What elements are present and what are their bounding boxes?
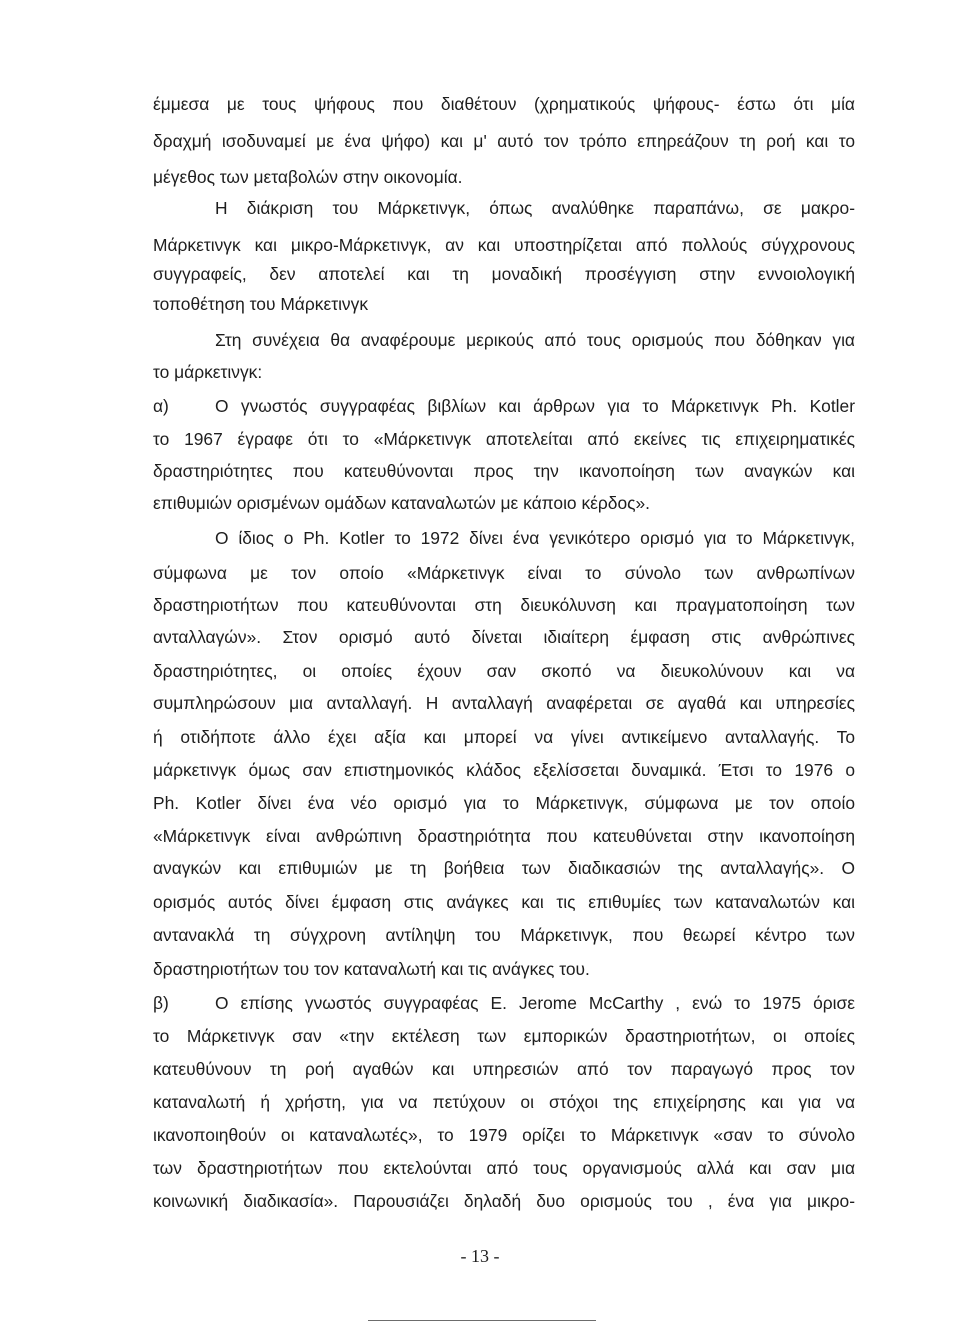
text-line: Στη συνέχεια θα αναφέρουμε μερικούς από τους ορισμούς που δόθηκαν για bbox=[215, 330, 855, 350]
text-line: κοινωνική διαδικασία». Παρουσιάζει δηλαδή δυο ορισμούς του , ένα για μικρο- bbox=[153, 1191, 855, 1211]
footer-rule bbox=[368, 1320, 596, 1321]
text-line: δραστηριότητες, οι οποίες έχουν σαν σκοπό να διευκολύνουν και να bbox=[153, 661, 855, 681]
text-line: το Μάρκετινγκ σαν «την εκτέλεση των εμπορικών δραστηριοτήτων, οι οποίες bbox=[153, 1026, 855, 1046]
text-line: ικανοποιηθούν οι καταναλωτές», το 1979 ορίζει το Μάρκετινγκ «σαν το σύνολο bbox=[153, 1125, 855, 1145]
text-line: Ph. Kotler δίνει ένα νέο ορισμό για το Μάρκετινγκ, σύμφωνα με τον οποίο bbox=[153, 793, 855, 813]
text-line: αντανακλά τη σύγχρονη αντίληψη του Μάρκετινγκ, που θεωρεί κέντρο των bbox=[153, 925, 855, 945]
text-line: «Μάρκετινγκ είναι ανθρώπινη δραστηριότητα που κατευθύνεται στην ικανοποίηση bbox=[153, 826, 855, 846]
text-line: έμμεσα με τους ψήφους που διαθέτουν (χρηματικούς ψήφους- έστω ότι μία bbox=[153, 94, 855, 114]
text-line: ή οτιδήποτε άλλο έχει αξία και μπορεί να γίνει αντικείμενο ανταλλαγής. Το bbox=[153, 727, 855, 747]
text-line: το μάρκετινγκ: bbox=[153, 362, 263, 382]
text-line: δραχμή ισοδυναμεί με ένα ψήφο) και μ' αυτό τον τρόπο επηρεάζουν τη ροή και το bbox=[153, 131, 855, 151]
page-number: - 13 - bbox=[460, 1246, 500, 1266]
text-line: καταναλωτή ή χρήστη, για να πετύχουν οι στόχοι της επιχείρησης και για να bbox=[153, 1092, 855, 1112]
text-line: Ο επίσης γνωστός συγγραφέας E. Jerome McCarthy , ενώ το 1975 όρισε bbox=[215, 993, 855, 1013]
text-line: επιθυμιών ορισμένων ομάδων καταναλωτών με κάποιο κέρδος». bbox=[153, 493, 651, 513]
text-line: Μάρκετινγκ και μικρο-Μάρκετινγκ, αν και υποστηρίζεται από πολλούς σύγχρονους bbox=[153, 235, 855, 255]
text-line: δραστηριοτήτων του τον καταναλωτή και τις ανάγκες του. bbox=[153, 959, 590, 979]
text-line: το 1967 έγραφε ότι το «Μάρκετινγκ αποτελείται από εκείνες τις επιχειρηματικές bbox=[153, 429, 855, 449]
text-line: μάρκετινγκ όμως σαν επιστημονικός κλάδος εξελίσσεται δυναμικά. Έτσι το 1976 ο bbox=[153, 760, 855, 780]
text-line: των δραστηριοτήτων που εκτελούνται από τους οργανισμούς αλλά και σαν μια bbox=[153, 1158, 855, 1178]
text-line: ορισμός αυτός δίνει έμφαση στις ανάγκες και τις επιθυμίες των καταναλωτών και bbox=[153, 892, 855, 912]
text-line: αναγκών και επιθυμιών με τη βοήθεια των διαδικασιών της ανταλλαγής». Ο bbox=[153, 858, 855, 878]
list-marker-b: β) bbox=[153, 993, 169, 1013]
text-line: Ο γνωστός συγγραφέας βιβλίων και άρθρων για το Μάρκετινγκ Ph. Kotler bbox=[215, 396, 855, 416]
text-line: δραστηριοτήτων που κατευθύνονται στη διευκόλυνση και πραγματοποίηση των bbox=[153, 595, 855, 615]
text-line: ανταλλαγών». Στον ορισμό αυτό δίνεται ιδιαίτερη έμφαση στις ανθρώπινες bbox=[153, 627, 855, 647]
text-line: δραστηριότητες που κατευθύνονται προς την ικανοποίηση των αναγκών και bbox=[153, 461, 855, 481]
text-line: συμπληρώσουν μια ανταλλαγή. Η ανταλλαγή αναφέρεται σε αγαθά και υπηρεσίες bbox=[153, 693, 855, 713]
text-line: μέγεθος των μεταβολών στην οικονομία. bbox=[153, 167, 463, 187]
text-line: Ο ίδιος ο Ph. Kotler το 1972 δίνει ένα γενικότερο ορισμό για το Μάρκετινγκ, bbox=[215, 528, 855, 548]
text-line: κατευθύνουν τη ροή αγαθών και υπηρεσιών από τον παραγωγό προς τον bbox=[153, 1059, 855, 1079]
list-marker-a: α) bbox=[153, 396, 169, 416]
text-line: σύμφωνα με τον οποίο «Μάρκετινγκ είναι το σύνολο των ανθρωπίνων bbox=[153, 563, 855, 583]
text-line: συγγραφείς, δεν αποτελεί και τη μοναδική προσέγγιση στην εννοιολογική bbox=[153, 264, 855, 284]
text-line: Η διάκριση του Μάρκετινγκ, όπως αναλύθηκε παραπάνω, σε μακρο- bbox=[215, 198, 855, 218]
text-line: τοποθέτηση του Μάρκετινγκ bbox=[153, 294, 369, 314]
